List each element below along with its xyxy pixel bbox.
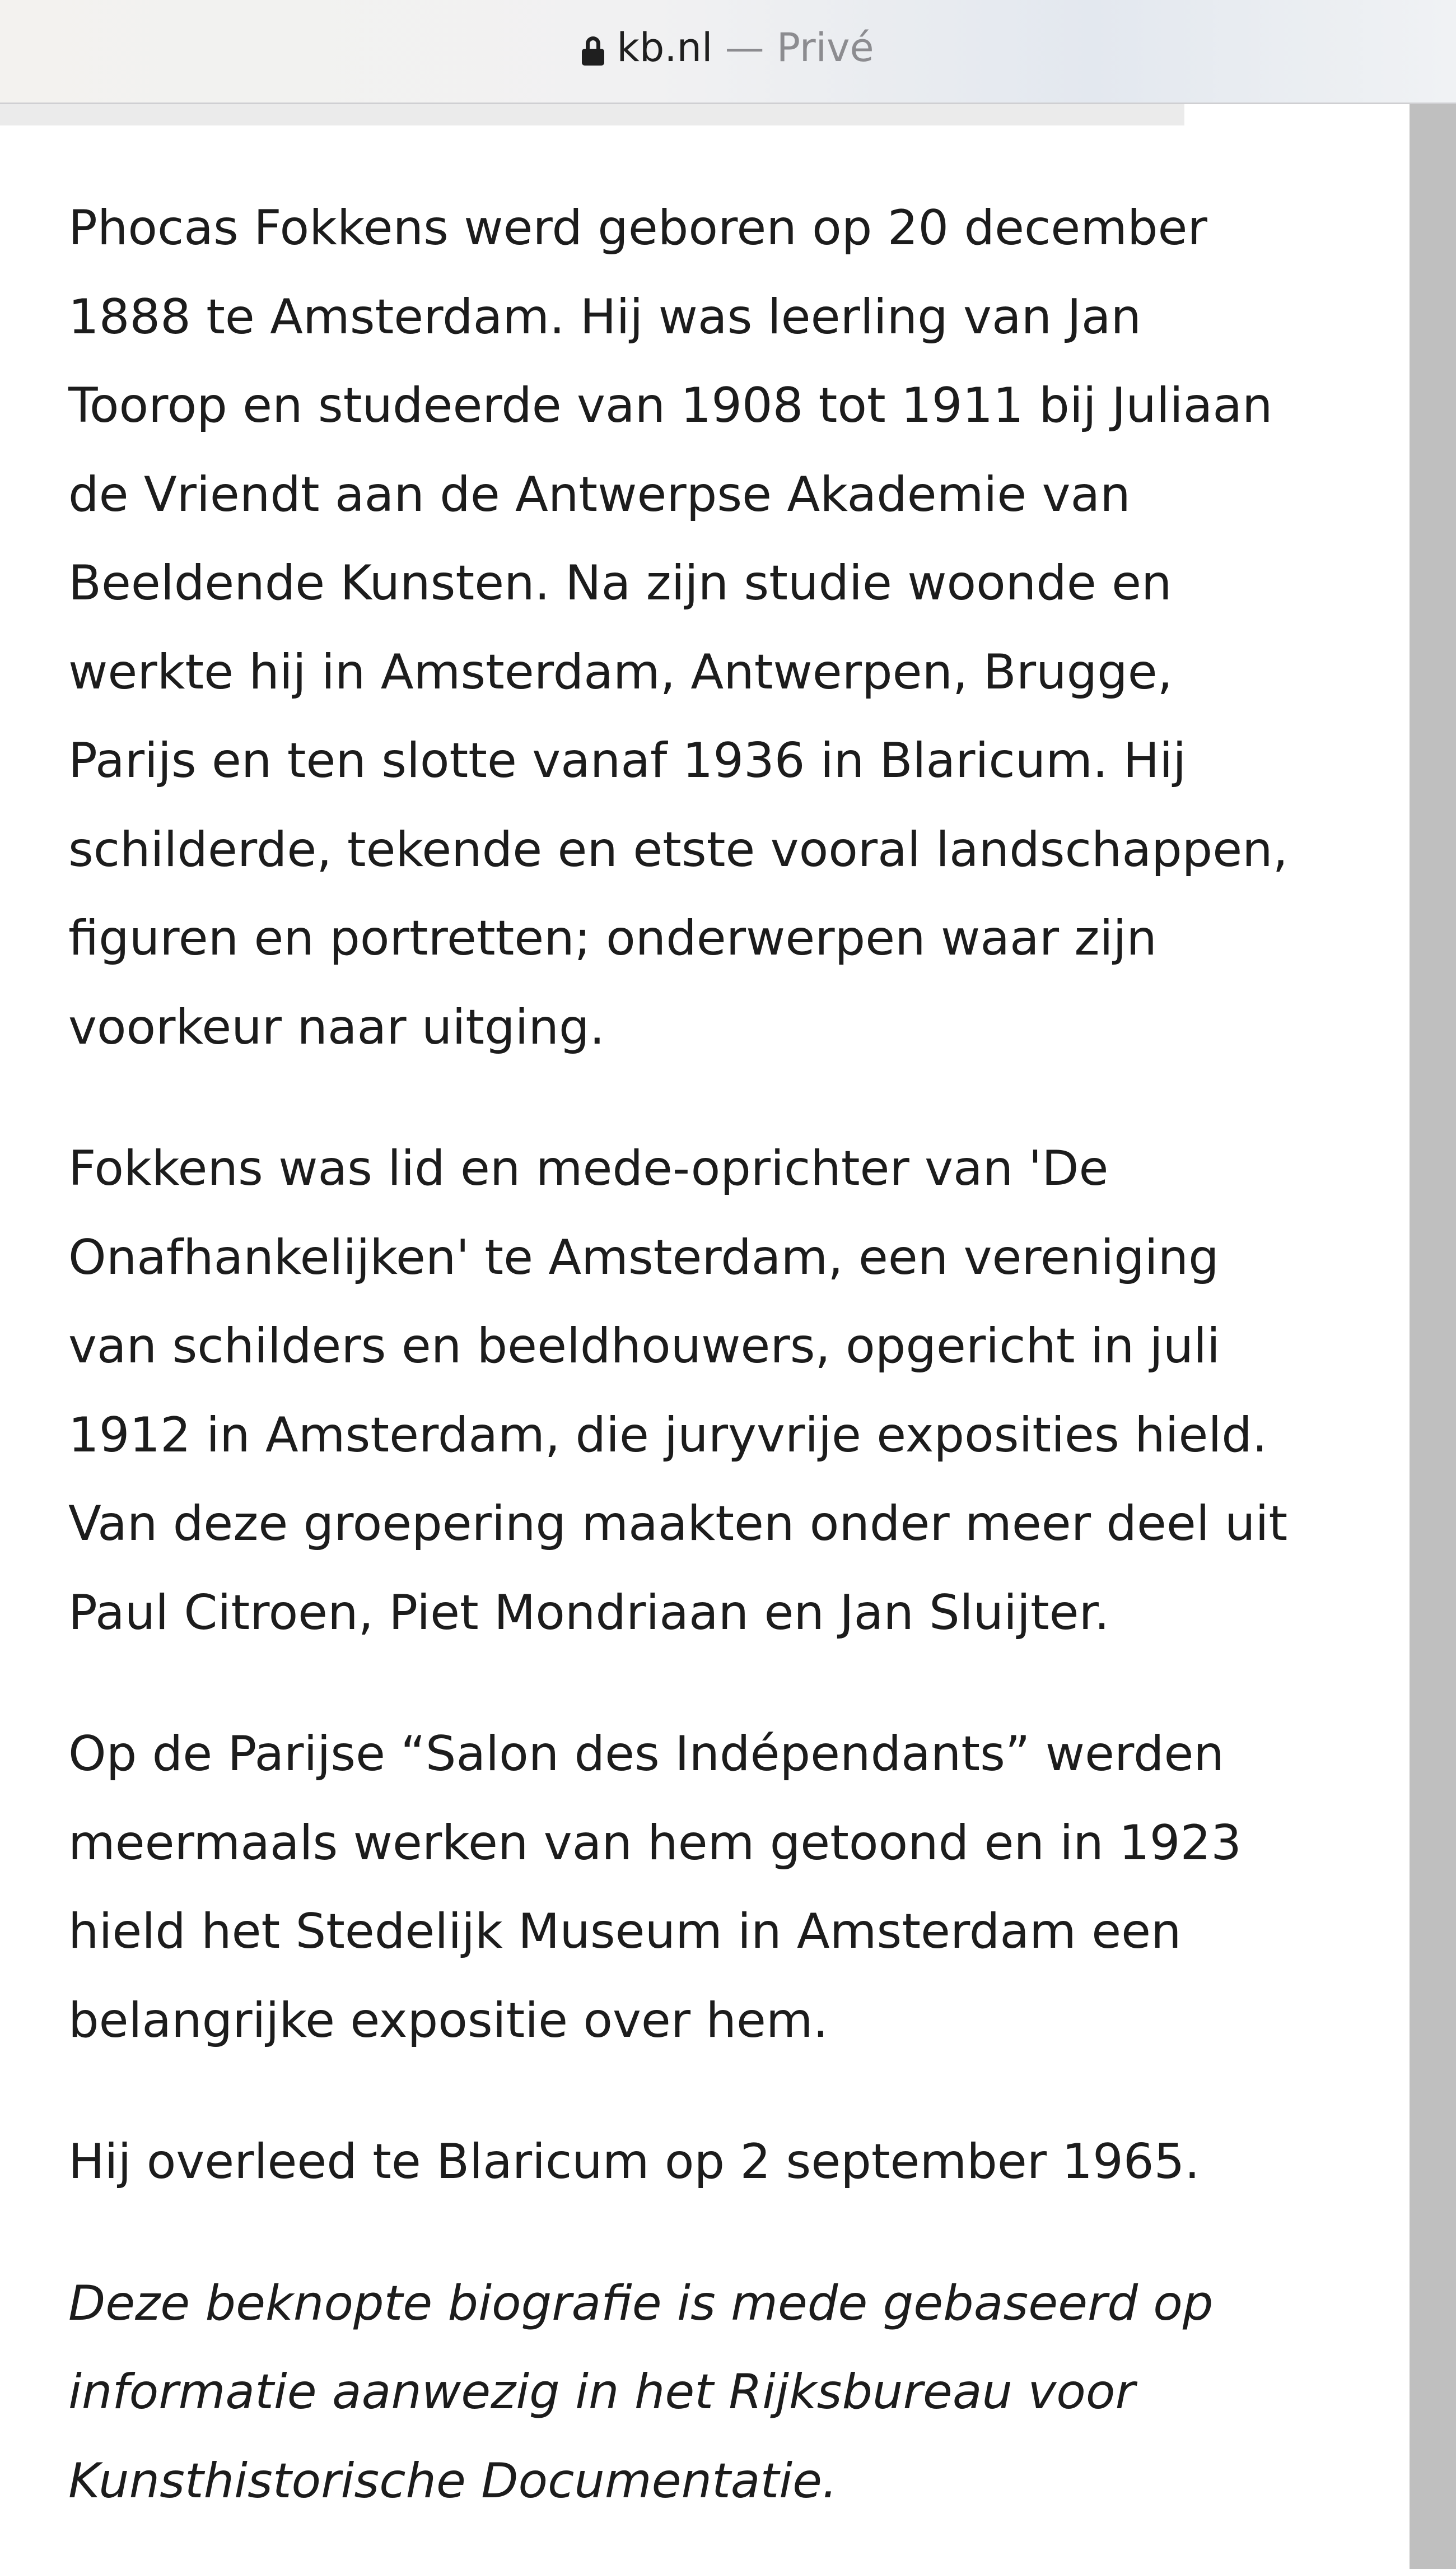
text-line: Fokkens was lid en mede-oprichter van 'De [68, 1141, 1109, 1197]
text-line: Van deze groepering maakten onder meer deel uit [68, 1496, 1288, 1552]
text-line: Paul Citroen, Piet Mondriaan en Jan Sluijter. [68, 1584, 1110, 1641]
paragraph-onafhankelijken [68, 1124, 1300, 1657]
text-line: Hij overleed te Blaricum op 2 september 1965. [68, 2134, 1200, 2190]
text-line: informatie aanwezig in het Rijksbureau voor [68, 2364, 1135, 2420]
text-line: belangrijke expositie over hem. [68, 1992, 829, 2049]
url-display[interactable] [0, 22, 1456, 73]
lock-icon [582, 36, 604, 64]
text-line: Phocas Fokkens werd geboren op 20 december [68, 200, 1207, 256]
paragraph-source-note [68, 2259, 1300, 2526]
text-line: de Vriendt aan de Antwerpse Akademie van [68, 466, 1131, 523]
text-line: Kunsthistorische Documentatie. [68, 2452, 838, 2509]
text-line: meermaals werken van hem getoond en in 1923 [68, 1814, 1242, 1871]
domain-label: kb.nl [617, 25, 713, 71]
text-line: 1912 in Amsterdam, die juryvrije exposities hield. [68, 1407, 1268, 1463]
paragraph-exhibitions [68, 1710, 1300, 2065]
scrollbar[interactable] [1410, 104, 1456, 2569]
text-line: figuren en portretten; onderwerpen waar zijn [68, 910, 1157, 966]
domain-separator: — [712, 25, 777, 71]
text-line: voorkeur naar uitging. [68, 999, 605, 1055]
text-line: van schilders en beeldhouwers, opgericht in juli [68, 1318, 1220, 1374]
text-line: hield het Stedelijk Museum in Amsterdam een [68, 1904, 1182, 1960]
text-line: Op de Parijse “Salon des Indépendants” werden [68, 1726, 1224, 1782]
privacy-label: Privé [776, 25, 874, 71]
text-line: 1888 te Amsterdam. Hij was leerling van Jan [68, 288, 1142, 345]
page-load-progress [0, 104, 1184, 125]
text-line: Deze beknopte biografie is mede gebaseerd op [68, 2275, 1214, 2331]
text-line: Parijs en ten slotte vanaf 1936 in Blaricum. Hij [68, 733, 1187, 789]
biography-text [68, 184, 1300, 2569]
address-bar[interactable] [0, 0, 1456, 104]
text-line: Onafhankelijken' te Amsterdam, een vereniging [68, 1229, 1219, 1286]
paragraph-death [68, 2117, 1300, 2207]
text-line: werkte hij in Amsterdam, Antwerpen, Brugge, [68, 644, 1173, 700]
text-line: Toorop en studeerde van 1908 tot 1911 bij Juliaan [68, 378, 1273, 434]
paragraph-birth-education [68, 184, 1300, 1072]
text-line: schilderde, tekende en etste vooral landschappen, [68, 821, 1289, 878]
text-line: Beeldende Kunsten. Na zijn studie woonde en [68, 555, 1172, 611]
